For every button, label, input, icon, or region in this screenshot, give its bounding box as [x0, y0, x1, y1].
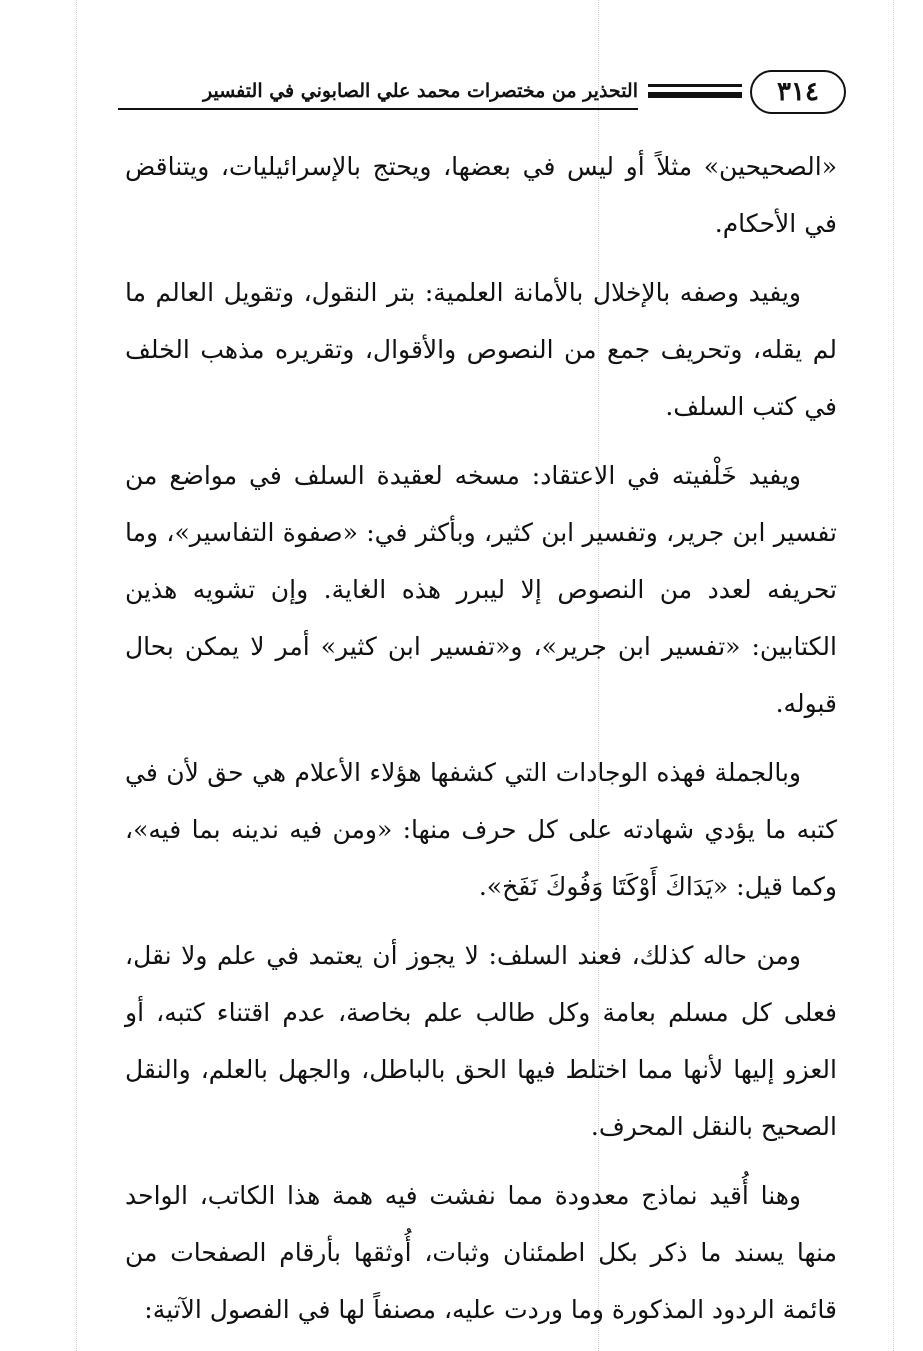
paragraph: ويفيد خَلْفيته في الاعتقاد: مسخه لعقيدة السلف في مواضع من تفسير ابن جرير، وتفسير ابن كثير، وبأكثر في: «صفوة التفاسير»، وما تحريفه لعدد من النصوص إلا ليبرر هذه الغاية. وإن تشويه هذين الكتابين: «تفسير ابن جرير»، و«تفسير ابن كثير» أمر لا يمكن بحال قبوله.	[125, 461, 838, 718]
running-title: التحذير من مختصرات محمد علي الصابوني في التفسير	[203, 80, 638, 102]
body-text	[125, 138, 837, 1350]
page-header	[118, 70, 846, 118]
header-ornament-rules	[648, 82, 742, 102]
paragraph: «الصحيحين» مثلاً أو ليس في بعضها، ويحتج بالإسرائيليات، ويتناقض في الأحكام.	[125, 152, 837, 238]
paragraph: وبالجملة فهذه الوجادات التي كشفها هؤلاء الأعلام هي حق لأن في كتبه ما يؤدي شهادته على كل حرف منها: «ومن فيه ندينه بما فيه»، وكما قيل: «يَدَاكَ أَوْكَتَا وَفُوكَ نَفَخ».	[125, 758, 837, 901]
scan-artifact-line	[893, 0, 894, 1351]
paragraph: وهنا أُقيد نماذج معدودة مما نفشت فيه همة هذا الكاتب، الواحد منها يسند ما ذكر بكل اطمئنان وثبات، أُوثقها بأرقام الصفحات من قائمة الردود المذكورة وما وردت عليه، مصنفاً لها في الفصول الآتية:	[125, 1181, 837, 1324]
paragraph: ويفيد وصفه بالإخلال بالأمانة العلمية: بتر النقول، وتقويل العالم ما لم يقله، وتحريف جمع من النصوص والأقوال، وتقريره مذهب الخلف في كتب السلف.	[125, 278, 837, 421]
scan-artifact-line	[76, 0, 77, 1351]
page-number: ٣١٤	[750, 70, 846, 114]
paragraph: ومن حاله كذلك، فعند السلف: لا يجوز أن يعتمد في علم ولا نقل، فعلى كل مسلم بعامة وكل طالب علم بخاصة، عدم اقتناء كتبه، أو العزو إليها لأنها مما اختلط فيها الحق بالباطل، والجهل بالعلم، والنقل الصحيح بالنقل المحرف.	[125, 941, 837, 1141]
header-underline	[118, 108, 638, 110]
